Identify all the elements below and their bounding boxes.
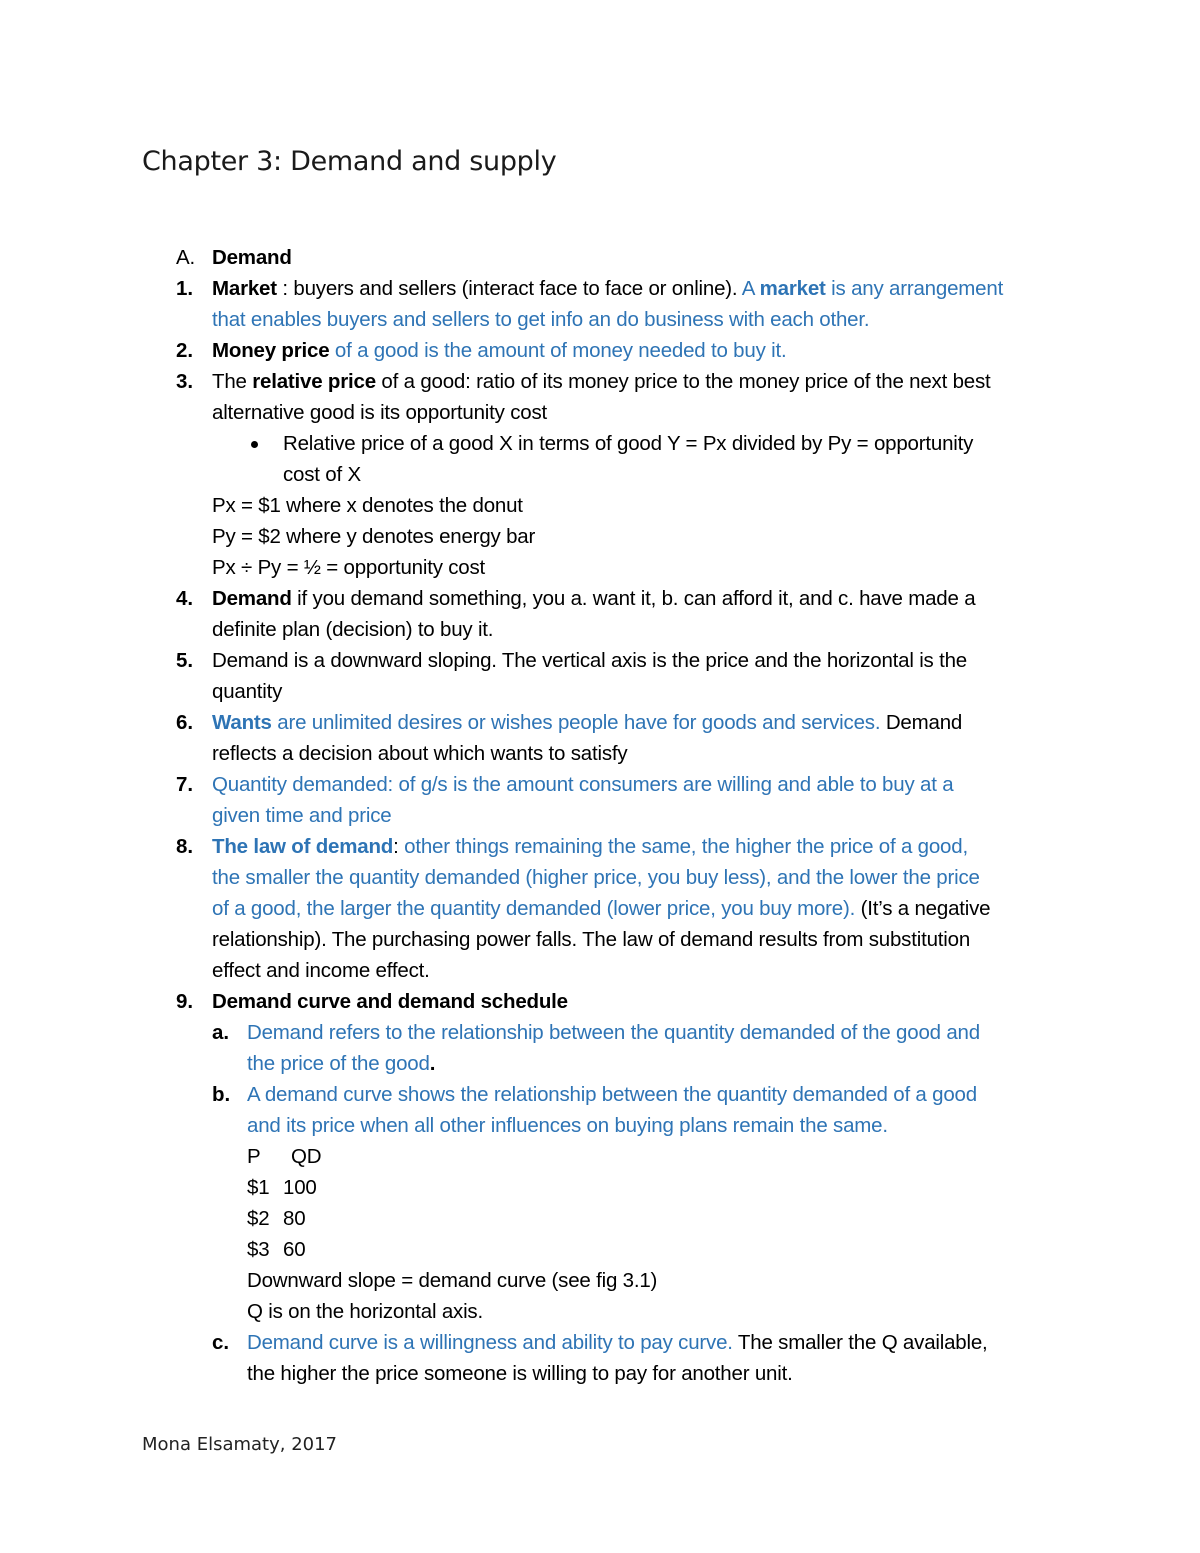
text: Demand curve is a willingness and ability to pay curve. — [247, 1331, 733, 1354]
formula-line: Py = $2 where y denotes energy bar — [212, 525, 536, 548]
subitem-continuation: the higher the price someone is willing to pay for another unit. — [247, 1362, 793, 1385]
text: A — [741, 277, 760, 300]
list-item — [212, 370, 991, 394]
formula-line: Px ÷ Py = ½ = opportunity cost — [212, 556, 486, 579]
item-marker: 6. — [176, 711, 194, 734]
item-marker: 7. — [176, 773, 194, 796]
note-line: Downward slope = demand curve (see fig 3.1) — [247, 1269, 658, 1292]
term: Money price — [212, 339, 330, 362]
text: other things remaining the same, the higher the price of a good, — [398, 835, 968, 858]
term: Demand — [212, 587, 292, 610]
section-heading: Demand — [212, 246, 292, 269]
table-cell: 100 — [283, 1176, 317, 1199]
text: is any arrangement — [825, 277, 1004, 300]
text: (It’s a negative — [855, 897, 991, 920]
list-item-continuation: alternative good is its opportunity cost — [212, 401, 547, 424]
table-cell: $2 — [247, 1207, 270, 1230]
text: of a good: ratio of its money price to the money price of the next best — [375, 370, 991, 393]
list-item-continuation: that enables buyers and sellers to get info an do business with each other. — [212, 308, 870, 331]
note-line: Q is on the horizontal axis. — [247, 1300, 483, 1323]
text: : — [393, 835, 399, 858]
subitem — [247, 1331, 988, 1355]
list-item — [212, 711, 962, 735]
table-cell: 60 — [283, 1238, 306, 1261]
term: The law of demand — [212, 835, 394, 858]
page-footer: Mona Elsamaty, 2017 — [142, 1434, 338, 1455]
item-marker: 1. — [176, 277, 194, 300]
term: relative price — [252, 370, 376, 393]
list-item-continuation: quantity — [212, 680, 283, 703]
text: of a good is the amount of money needed to buy it. — [329, 339, 787, 362]
list-item-continuation: given time and price — [212, 804, 392, 827]
text: The — [212, 370, 253, 393]
text: if you demand something, you a. want it, b. can afford it, and c. have made a — [291, 587, 976, 610]
list-item — [212, 835, 968, 859]
item-marker: 9. — [176, 990, 194, 1013]
list-item — [212, 277, 1003, 301]
list-item-continuation: relationship). The purchasing power falls. The law of demand results from substitution — [212, 928, 971, 951]
list-item-continuation: reflects a decision about which wants to satisfy — [212, 742, 628, 765]
subitem: Demand refers to the relationship between the quantity demanded of the good and — [247, 1021, 980, 1044]
item-marker: 2. — [176, 339, 194, 362]
text: . — [429, 1052, 436, 1075]
section-marker: A. — [176, 246, 195, 269]
term: market — [759, 277, 826, 300]
list-item-continuation: effect and income effect. — [212, 959, 430, 982]
list-item — [212, 339, 786, 363]
term: Wants — [212, 711, 272, 734]
subitem-marker: b. — [212, 1083, 231, 1106]
list-item-heading: Demand curve and demand schedule — [212, 990, 568, 1013]
subitem-marker: a. — [212, 1021, 230, 1044]
subitem-marker: c. — [212, 1331, 230, 1354]
table-cell: $3 — [247, 1238, 270, 1261]
subitem-continuation — [247, 1052, 435, 1076]
text: The smaller the Q available, — [732, 1331, 988, 1354]
page-title: Chapter 3: Demand and supply — [142, 146, 557, 177]
table-cell: 80 — [283, 1207, 306, 1230]
item-marker: 5. — [176, 649, 194, 672]
list-item — [212, 587, 975, 611]
subitem: A demand curve shows the relationship between the quantity demanded of a good — [247, 1083, 977, 1106]
subitem-continuation: and its price when all other influences on buying plans remain the same. — [247, 1114, 888, 1137]
text: the price of the good — [247, 1052, 430, 1075]
formula-line: Px = $1 where x denotes the donut — [212, 494, 523, 517]
text: Demand — [880, 711, 963, 734]
bullet-item-continuation: cost of X — [283, 463, 361, 486]
table-header-cell: QD — [291, 1145, 322, 1168]
item-marker: 3. — [176, 370, 194, 393]
list-item-continuation — [212, 897, 990, 921]
term: Market — [212, 277, 277, 300]
list-item-continuation: definite plan (decision) to buy it. — [212, 618, 494, 641]
text: : buyers and sellers (interact face to face or online). — [276, 277, 742, 300]
text: are unlimited desires or wishes people have for goods and services. — [271, 711, 881, 734]
table-header-cell: P — [247, 1145, 261, 1168]
list-item: Demand is a downward sloping. The vertical axis is the price and the horizontal is the — [212, 649, 967, 672]
list-item: Quantity demanded: of g/s is the amount consumers are willing and able to buy at a — [212, 773, 954, 796]
item-marker: 8. — [176, 835, 194, 858]
item-marker: 4. — [176, 587, 194, 610]
table-cell: $1 — [247, 1176, 270, 1199]
bullet-item: Relative price of a good X in terms of good Y = Px divided by Py = opportunity — [283, 432, 974, 455]
text: of a good, the larger the quantity demanded (lower price, you buy more). — [212, 897, 856, 920]
bullet-icon — [251, 441, 258, 448]
list-item-continuation: the smaller the quantity demanded (higher price, you buy less), and the lower the price — [212, 866, 980, 889]
